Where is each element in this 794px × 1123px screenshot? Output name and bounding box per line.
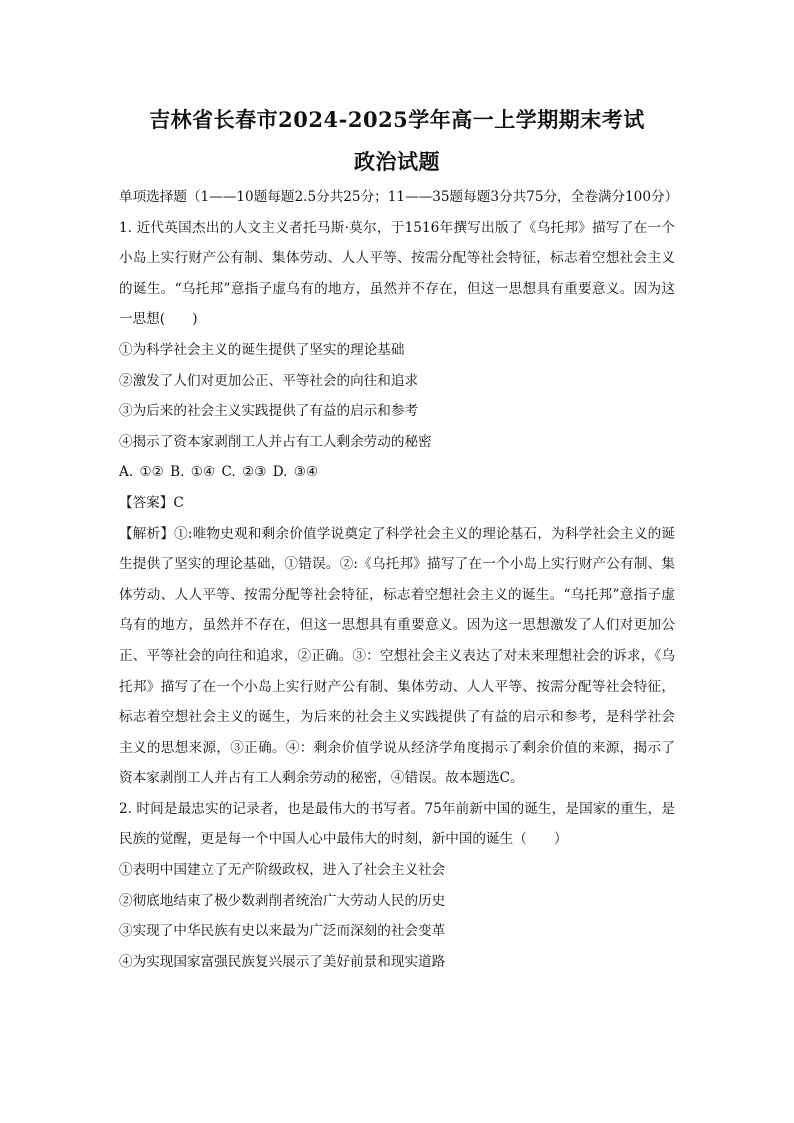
exam-body	[119, 182, 679, 977]
q1-item-3: ③为后来的社会主义实践提供了有益的启示和参考	[119, 403, 419, 420]
q1-item-1: ①为科学社会主义的诞生提供了坚实的理论基础	[119, 341, 405, 358]
q2-item-3: ③实现了中华民族有史以来最为广泛而深刻的社会变革	[119, 923, 446, 940]
q1-item-2: ②激发了人们对更加公正、平等社会的向往和追求	[119, 372, 419, 389]
q1-stem: 1. 近代英国杰出的人文主义者托马斯·莫尔，于1516年撰写出版了《乌托邦》描写了在一个小岛上实行财产公有制、集体劳动、人人平等、按需分配等社会特征，标志着空想社会主义的诞生。“乌托邦”意指子虚乌有的地方，虽然并不存在，但这一思想具有重要意义。因为这一思想( )	[119, 219, 675, 328]
q1-analysis: 【解析】①:唯物史观和剩余价值学说奠定了科学社会主义的理论基石，为科学社会主义的诞生提供了坚实的理论基础，①错误。②:《乌托邦》描写了在一个小岛上实行财产公有制、集体劳动、人人平等、按需分配等社会特征，标志着空想社会主义的诞生。“乌托邦”意指子虚乌有的地方，虽然并不存在，但这一思想具有重要意义。因为这一思想激发了人们对更加公正、平等社会的向往和追求，②正确。③：空想社会主义表达了对未来理想社会的诉求，《乌托邦》描写了在一个小岛上实行财产公有制、集体劳动、人人平等、按需分配等社会特征，标志着空想社会主义的诞生，为后来的社会主义实践提供了有益的启示和参考，是科学社会主义的思想来源，③正确。④：剩余价值学说从经济学角度揭示了剩余价值的来源，揭示了资本家剥削工人并占有工人剩余劳动的秘密，④错误。故本题选C。	[119, 525, 675, 787]
q2-item-4: ④为实现国家富强民族复兴展示了美好前景和现实道路	[119, 953, 446, 970]
q1-answer: 【答案】C	[119, 494, 184, 511]
q1-options: A. ①② B. ①④ C. ②③ D. ③④	[119, 464, 319, 481]
q2-item-2: ②彻底地结束了极少数剥削者统治广大劳动人民的历史	[119, 892, 446, 909]
exam-subtitle: 政治试题	[354, 149, 440, 174]
q2-item-1: ①表明中国建立了无产阶级政权，进入了社会主义社会	[119, 862, 446, 879]
section-instructions: 单项选择题（1——10题每题2.5分共25分；11——35题每题3分共75分，全卷满分100分）	[119, 189, 679, 205]
q2-stem: 2. 时间是最忠实的记录者，也是最伟大的书写者。75年前新中国的诞生，是国家的重生，是民族的觉醒，更是每一个中国人心中最伟大的时刻，新中国的诞生（ ）	[119, 800, 675, 848]
q1-item-4: ④揭示了资本家剥削工人并占有工人剩余劳动的秘密	[119, 433, 432, 450]
exam-title: 吉林省长春市2024-2025学年高一上学期期末考试	[149, 107, 645, 132]
